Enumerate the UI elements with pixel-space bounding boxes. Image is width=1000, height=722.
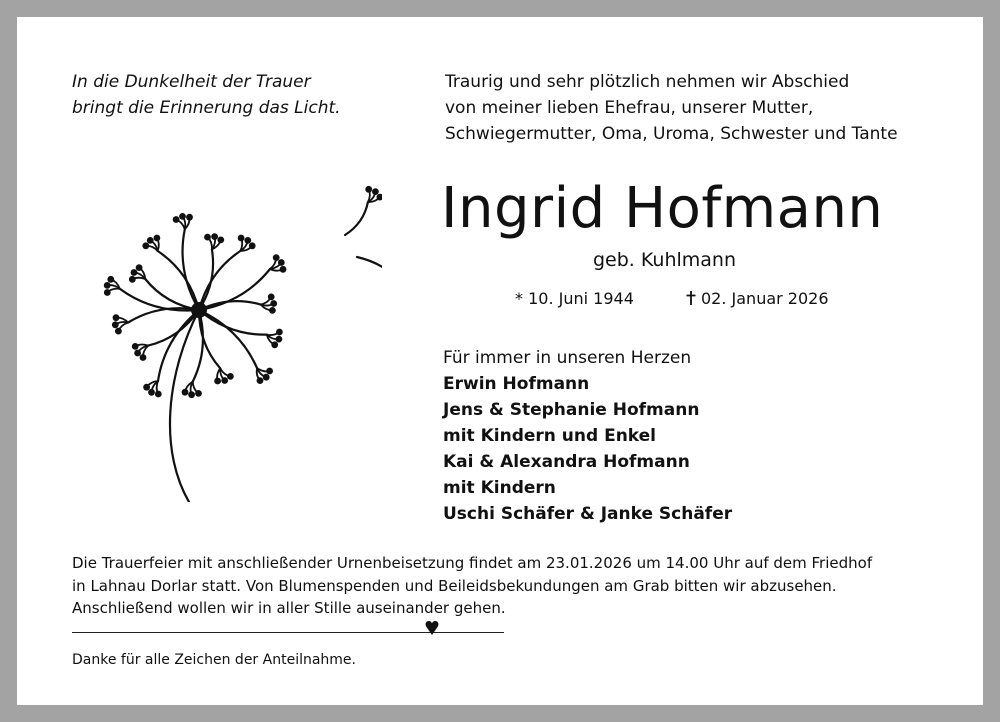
mourner-name: Uschi Schäfer & Janke Schäfer [443, 504, 733, 524]
cross-icon [685, 290, 697, 306]
deceased-name: Ingrid Hofmann [441, 176, 884, 241]
birth-date: * 10. Juni 1944 [515, 289, 634, 308]
mourner-name: mit Kindern und Enkel [443, 426, 657, 446]
obituary-card [17, 17, 983, 705]
notice-line-1: Die Trauerfeier mit anschließender Urnenbeisetzung findet am 23.01.2026 um 14.00 Uhr auf dem Friedhof [72, 554, 873, 572]
mourner-name: Erwin Hofmann [443, 374, 590, 394]
mourners-list [443, 345, 732, 527]
notice-line-2: in Lahnau Dorlar statt. Von Blumenspenden und Beileidsbekundungen am Grab bitten wir abzusehen. [72, 576, 837, 595]
quote [72, 69, 341, 121]
dandelion-icon [72, 162, 382, 502]
funeral-notice [72, 552, 872, 620]
intro-line-3: Schwiegermutter, Oma, Uroma, Schwester und Tante [445, 124, 898, 144]
intro-text [445, 69, 898, 147]
quote-line-2: bringt die Erinnerung das Licht. [72, 98, 341, 118]
mourner-name: Jens & Stephanie Hofmann [443, 400, 700, 420]
thanks-text: Danke für alle Zeichen der Anteilnahme. [72, 652, 356, 668]
maiden-name: geb. Kuhlmann [593, 249, 737, 271]
mourner-name: Kai & Alexandra Hofmann [443, 452, 690, 472]
notice-line-3: Anschließend wollen wir in aller Stille auseinander gehen. [72, 599, 506, 617]
divider-line [72, 632, 504, 633]
quote-line-1: In die Dunkelheit der Trauer [72, 72, 311, 92]
death-date-group [685, 288, 829, 310]
death-date: 02. Januar 2026 [701, 289, 829, 308]
mourners-lead: Für immer in unseren Herzen [443, 348, 692, 368]
intro-line-2: von meiner lieben Ehefrau, unserer Mutter, [445, 98, 814, 118]
heart-icon [425, 620, 439, 636]
mourner-name: mit Kindern [443, 478, 556, 498]
intro-line-1: Traurig und sehr plötzlich nehmen wir Abschied [445, 72, 850, 92]
